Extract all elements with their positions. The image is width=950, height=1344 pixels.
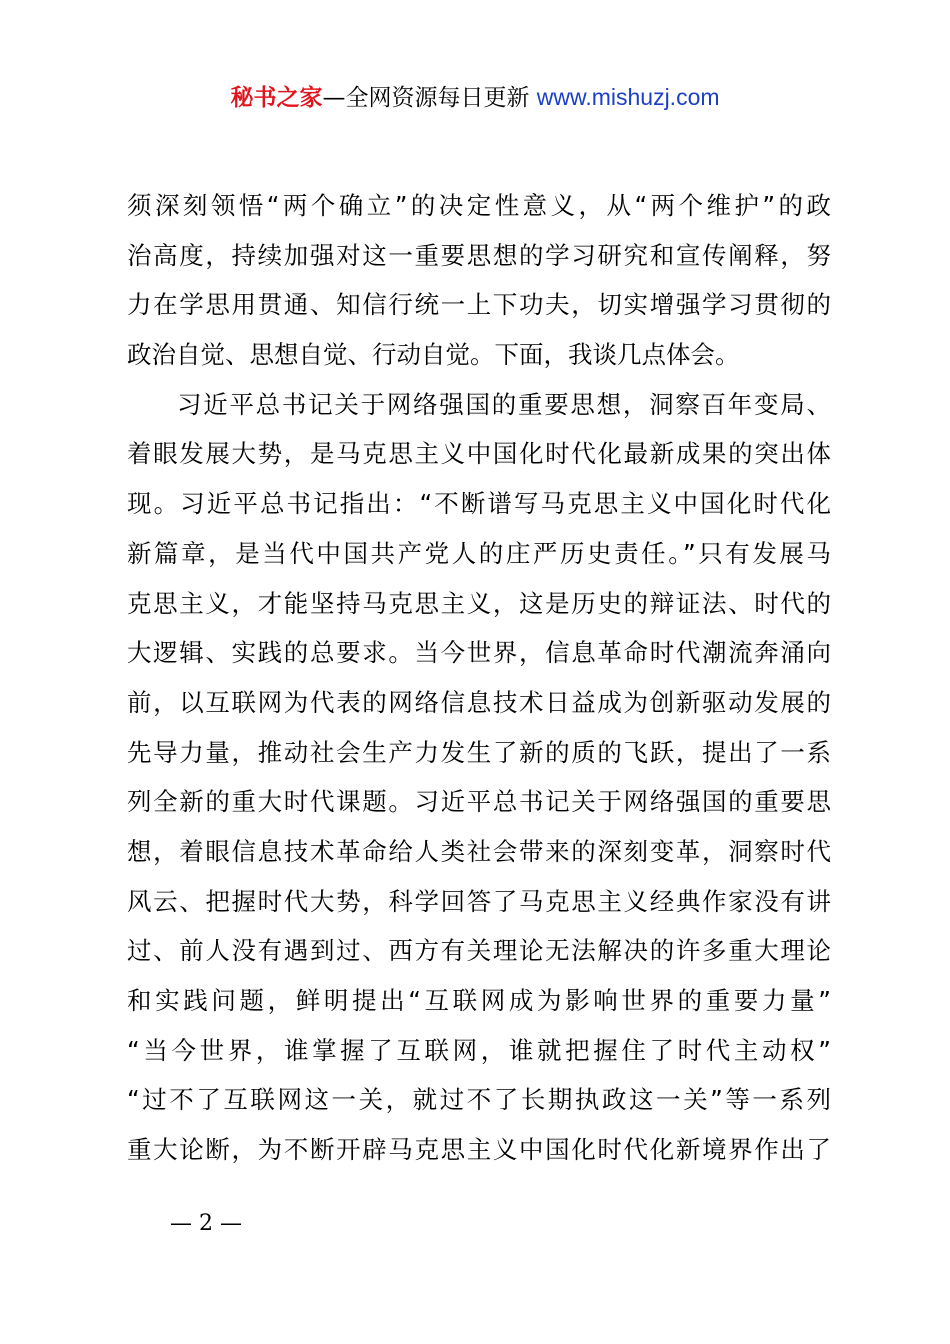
body-line: 和实践问题，鲜明提出“互联网成为影响世界的重要力量”	[127, 986, 831, 1015]
body-line: 重大论断，为不断开辟马克思主义中国化时代化新境界作出了	[127, 1135, 831, 1165]
body-line: 列全新的重大时代课题。习近平总书记关于网络强国的重要思	[127, 787, 831, 817]
document-header	[0, 80, 950, 115]
body-line: “当今世界，谁掌握了互联网，谁就把握住了时代主动权”	[127, 1035, 831, 1065]
body-line: “过不了互联网这一关，就过不了长期执政这一关”等一系列	[127, 1085, 831, 1115]
body-line: 着眼发展大势，是马克思主义中国化时代化最新成果的突出体	[127, 439, 831, 469]
document-body	[127, 181, 831, 1175]
body-line-paragraph-start: 习近平总书记关于网络强国的重要思想，洞察百年变局、	[177, 389, 831, 419]
body-line: 过、前人没有遇到过、西方有关理论无法解决的许多重大理论	[127, 936, 831, 966]
body-line: 政治自觉、思想自觉、行动自觉。下面，我谈几点体会。	[127, 340, 740, 370]
body-line: 想，着眼信息技术革命给人类社会带来的深刻变革，洞察时代	[127, 836, 831, 866]
body-line: 现。习近平总书记指出：“不断谱写马克思主义中国化时代化	[127, 489, 831, 519]
body-line: 力在学思用贯通、知信行统一上下功夫，切实增强学习贯彻的	[127, 290, 831, 320]
body-line: 前，以互联网为代表的网络信息技术日益成为创新驱动发展的	[127, 687, 831, 717]
header-tagline: —全网资源每日更新	[322, 85, 530, 111]
body-line: 先导力量，推动社会生产力发生了新的质的飞跃，提出了一系	[127, 737, 831, 767]
body-line: 大逻辑、实践的总要求。当今世界，信息革命时代潮流奔涌向	[127, 638, 831, 668]
brand-name: 秘书之家	[230, 85, 323, 111]
body-line: 风云、把握时代大势，科学回答了马克思主义经典作家没有讲	[127, 886, 831, 916]
body-line: 新篇章，是当代中国共产党人的庄严历史责任。”只有发展马	[127, 538, 831, 568]
site-url-link[interactable]: www.mishuzj.com	[536, 84, 720, 110]
body-line: 须深刻领悟“两个确立”的决定性意义，从“两个维护”的政	[127, 191, 831, 220]
body-line: 治高度，持续加强对这一重要思想的学习研究和宣传阐释，努	[127, 240, 831, 270]
body-line: 克思主义，才能坚持马克思主义，这是历史的辩证法、时代的	[127, 588, 831, 618]
page-number: — 2 —	[170, 1211, 242, 1236]
